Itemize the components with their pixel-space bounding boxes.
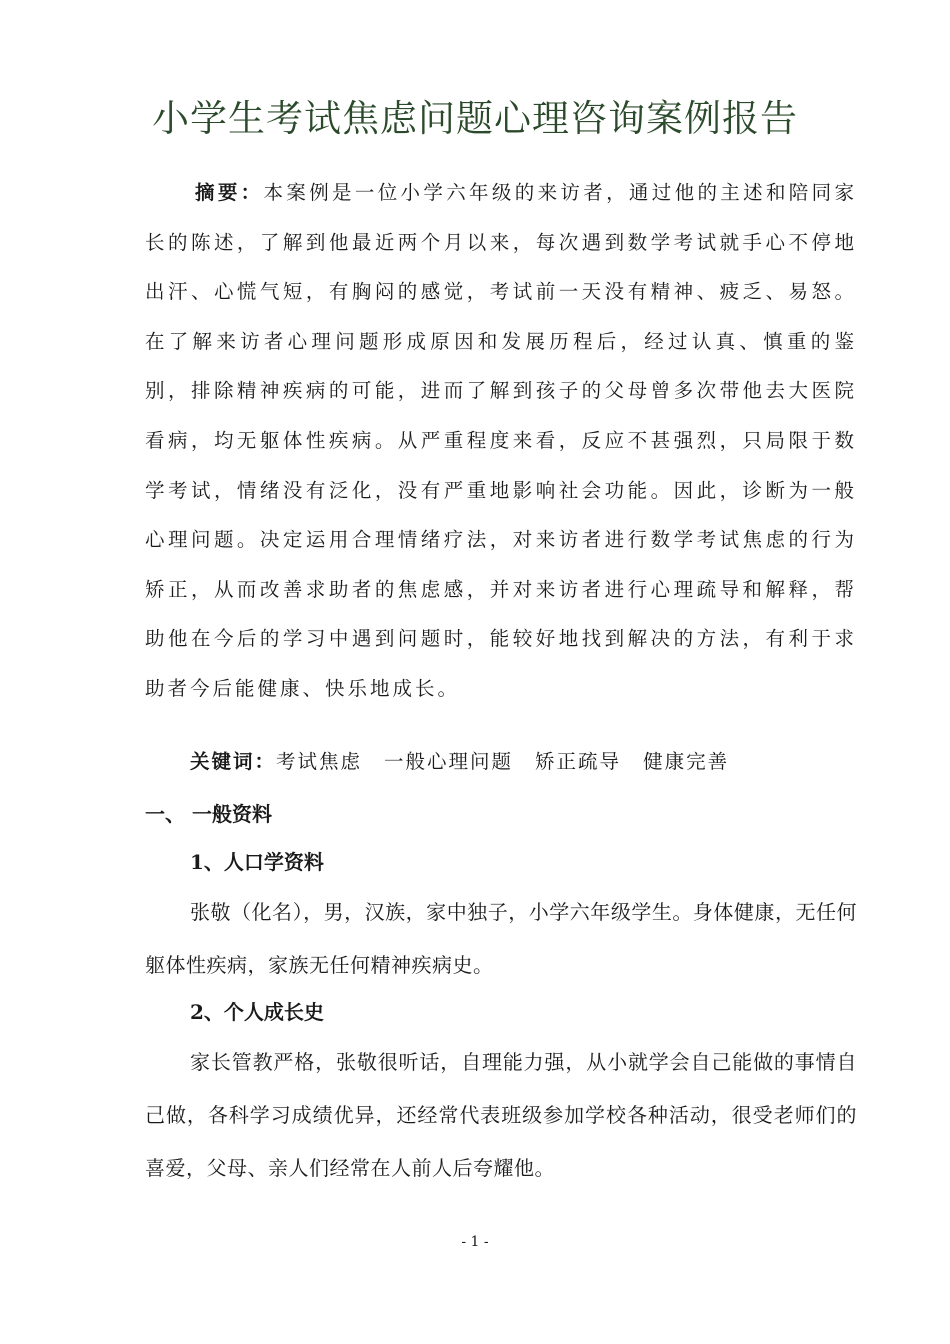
subsection-heading-growth-history: 2、个人成长史	[190, 1000, 324, 1024]
keyword-item: 一般心理问题	[384, 750, 514, 773]
keywords-line	[190, 744, 729, 780]
abstract-label: 摘要：	[195, 181, 264, 204]
keywords-label: 关键词：	[190, 750, 277, 773]
keyword-item: 考试焦虑	[276, 750, 363, 773]
keyword-item: 健康完善	[643, 750, 730, 773]
demographics-paragraph: 张敬（化名），男，汉族，家中独子，小学六年级学生。身体健康，无任何躯体性疾病，家族无任何精神疾病史。	[145, 900, 857, 977]
abstract-paragraph	[145, 168, 857, 714]
document-title: 小学生考试焦虑问题心理咨询案例报告	[152, 97, 798, 140]
section-heading-general-info: 一、 一般资料	[145, 802, 272, 826]
page-number: - 1 -	[461, 1234, 489, 1250]
abstract-text: 本案例是一位小学六年级的来访者，通过他的主述和陪同家长的陈述，了解到他最近两个月以来，每次遇到数学考试就手心不停地出汗、心慌气短，有胸闷的感觉，考试前一天没有精神、疲乏、易怒。在了解来访者心理问题形成原因和发展历程后，经过认真、慎重的鉴别，排除精神疾病的可能，进而了解到孩子的父母曾多次带他去大医院看病，均无躯体性疾病。从严重程度来看，反应不甚强烈，只局限于数学考试，情绪没有泛化，没有严重地影响社会功能。因此，诊断为一般心理问题。决定运用合理情绪疗法，对来访者进行数学考试焦虑的行为矫正，从而改善求助者的焦虑感，并对来访者进行心理疏导和解释，帮助他在今后的学习中遇到问题时，能较好地找到解决的方法，有利于求助者今后能健康、快乐地成长。	[145, 181, 857, 700]
subsection-heading-demographics: 1、人口学资料	[190, 850, 324, 874]
growth-history-paragraph: 家长管教严格，张敬很听话，自理能力强，从小就学会自己能做的事情自己做，各科学习成绩优异，还经常代表班级参加学校各种活动，很受老师们的喜爱，父母、亲人们经常在人前人后夸耀他。	[145, 1050, 857, 1180]
keyword-item: 矫正疏导	[535, 750, 622, 773]
